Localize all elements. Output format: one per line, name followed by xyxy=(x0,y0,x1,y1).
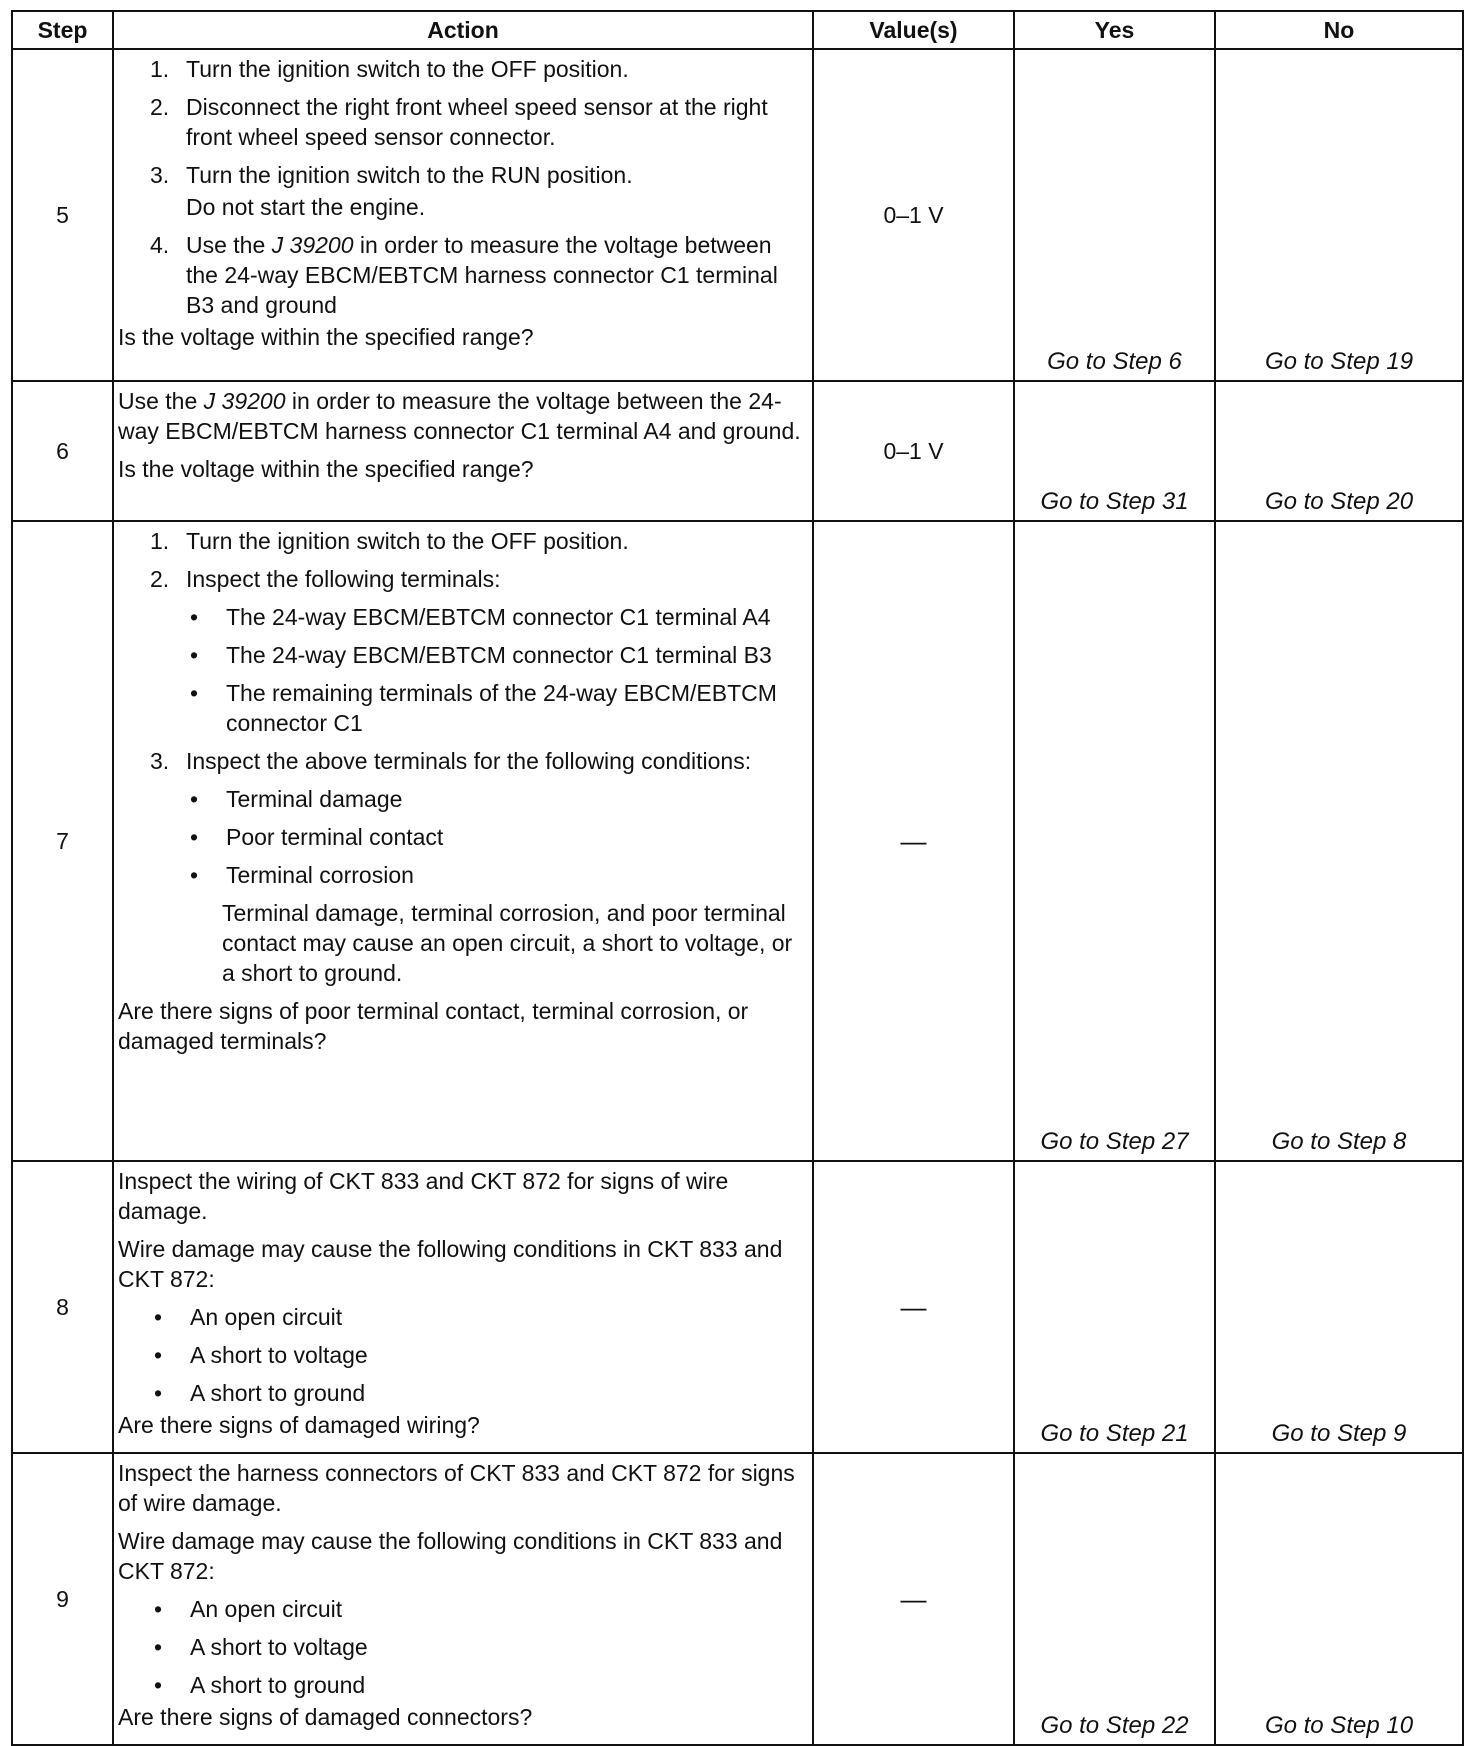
bullet-icon: • xyxy=(190,604,199,630)
action-cell xyxy=(113,521,813,1161)
value-cell: — xyxy=(813,521,1014,1161)
header-values: Value(s) xyxy=(813,11,1014,49)
question-text: Are there signs of damaged connectors? xyxy=(118,1704,533,1730)
condition-text: Wire damage may cause the following conditions in CKT 833 and CKT 872: xyxy=(118,1528,783,1584)
table-row-step-6 xyxy=(12,381,1463,521)
question-text: Is the voltage within the specified range? xyxy=(118,456,534,482)
value-cell: — xyxy=(813,1453,1014,1745)
table-row-step-9 xyxy=(12,1453,1463,1745)
list-item: 2. Inspect the following terminals: xyxy=(150,566,501,592)
no-cell: Go to Step 10 xyxy=(1215,1453,1463,1745)
note-text: Do not start the engine. xyxy=(186,194,426,220)
yes-cell: Go to Step 21 xyxy=(1014,1161,1215,1453)
tool-name: J 39200 xyxy=(271,232,354,258)
no-cell: Go to Step 20 xyxy=(1215,381,1463,521)
header-action: Action xyxy=(113,11,813,49)
bullet-item: • A short to voltage xyxy=(154,1634,368,1660)
condition-text: Wire damage may cause the following conditions in CKT 833 and CKT 872: xyxy=(118,1236,783,1292)
header-row xyxy=(12,11,1463,49)
table-row-step-5 xyxy=(12,49,1463,381)
header-yes: Yes xyxy=(1014,11,1215,49)
bullet-icon: • xyxy=(190,862,199,888)
list-item: 4. Use the J 39200 in order to measure the voltage between the 24-way EBCM/EBTCM harness connector C1 terminal B3 and ground xyxy=(150,232,778,318)
action-cell xyxy=(113,1161,813,1453)
bullet-item: • Poor terminal contact xyxy=(190,824,444,850)
bullet-item: • A short to ground xyxy=(154,1672,366,1698)
header-step: Step xyxy=(12,11,113,49)
action-cell xyxy=(113,381,813,521)
bullet-item: • An open circuit xyxy=(154,1596,343,1622)
bullet-icon: • xyxy=(154,1304,163,1330)
list-item: 3. Turn the ignition switch to the RUN position. xyxy=(150,162,633,188)
note-text: Terminal damage, terminal corrosion, and poor terminal contact may cause an open circuit, a short to voltage, or a short to ground. xyxy=(222,900,793,986)
bullet-item: • The remaining terminals of the 24-way EBCM/EBTCM connector C1 xyxy=(190,680,777,736)
bullet-icon: • xyxy=(190,680,199,706)
instruction-text: Inspect the wiring of CKT 833 and CKT 872 for signs of wire damage. xyxy=(118,1168,729,1224)
list-item: 1. Turn the ignition switch to the OFF position. xyxy=(150,528,629,554)
step-number: 8 xyxy=(12,1161,113,1453)
instruction-text: Inspect the harness connectors of CKT 833 and CKT 872 for signs of wire damage. xyxy=(118,1460,795,1516)
bullet-item: • The 24-way EBCM/EBTCM connector C1 terminal A4 xyxy=(190,604,771,630)
bullet-item: • Terminal damage xyxy=(190,786,403,812)
action-cell xyxy=(113,49,813,381)
instruction-text: Use the J 39200 in order to measure the voltage between the 24-way EBCM/EBTCM harness connector C1 terminal A4 and ground. xyxy=(118,388,801,444)
bullet-icon: • xyxy=(154,1634,163,1660)
value-cell: — xyxy=(813,1161,1014,1453)
no-cell: Go to Step 9 xyxy=(1215,1161,1463,1453)
bullet-icon: • xyxy=(154,1380,163,1406)
step-number: 7 xyxy=(12,521,113,1161)
header-no: No xyxy=(1215,11,1463,49)
step-number: 9 xyxy=(12,1453,113,1745)
bullet-icon: • xyxy=(190,824,199,850)
list-item: 2. Disconnect the right front wheel speed sensor at the right front wheel speed sensor connector. xyxy=(150,94,768,150)
yes-cell: Go to Step 22 xyxy=(1014,1453,1215,1745)
yes-cell: Go to Step 27 xyxy=(1014,521,1215,1161)
bullet-icon: • xyxy=(154,1596,163,1622)
bullet-icon: • xyxy=(190,642,199,668)
list-item: 1. Turn the ignition switch to the OFF position. xyxy=(150,56,629,82)
tool-name: J 39200 xyxy=(203,388,286,414)
bullet-item: • A short to ground xyxy=(154,1380,366,1406)
bullet-icon: • xyxy=(154,1672,163,1698)
action-cell xyxy=(113,1453,813,1745)
bullet-item: • The 24-way EBCM/EBTCM connector C1 terminal B3 xyxy=(190,642,772,668)
diagnostic-table xyxy=(11,10,1464,1746)
question-text: Is the voltage within the specified range? xyxy=(118,324,534,350)
step-number: 6 xyxy=(12,381,113,521)
bullet-item: • An open circuit xyxy=(154,1304,343,1330)
value-cell: 0–1 V xyxy=(813,381,1014,521)
question-text: Are there signs of poor terminal contact, terminal corrosion, or damaged terminals? xyxy=(118,998,749,1054)
list-item: 3. Inspect the above terminals for the following conditions: xyxy=(150,748,752,774)
value-cell: 0–1 V xyxy=(813,49,1014,381)
yes-cell: Go to Step 31 xyxy=(1014,381,1215,521)
bullet-item: • A short to voltage xyxy=(154,1342,368,1368)
no-cell: Go to Step 8 xyxy=(1215,521,1463,1161)
bullet-item: • Terminal corrosion xyxy=(190,862,414,888)
bullet-icon: • xyxy=(154,1342,163,1368)
no-cell: Go to Step 19 xyxy=(1215,49,1463,381)
bullet-icon: • xyxy=(190,786,199,812)
step-number: 5 xyxy=(12,49,113,381)
question-text: Are there signs of damaged wiring? xyxy=(118,1412,480,1438)
table-row-step-7 xyxy=(12,521,1463,1161)
yes-cell: Go to Step 6 xyxy=(1014,49,1215,381)
table-row-step-8 xyxy=(12,1161,1463,1453)
